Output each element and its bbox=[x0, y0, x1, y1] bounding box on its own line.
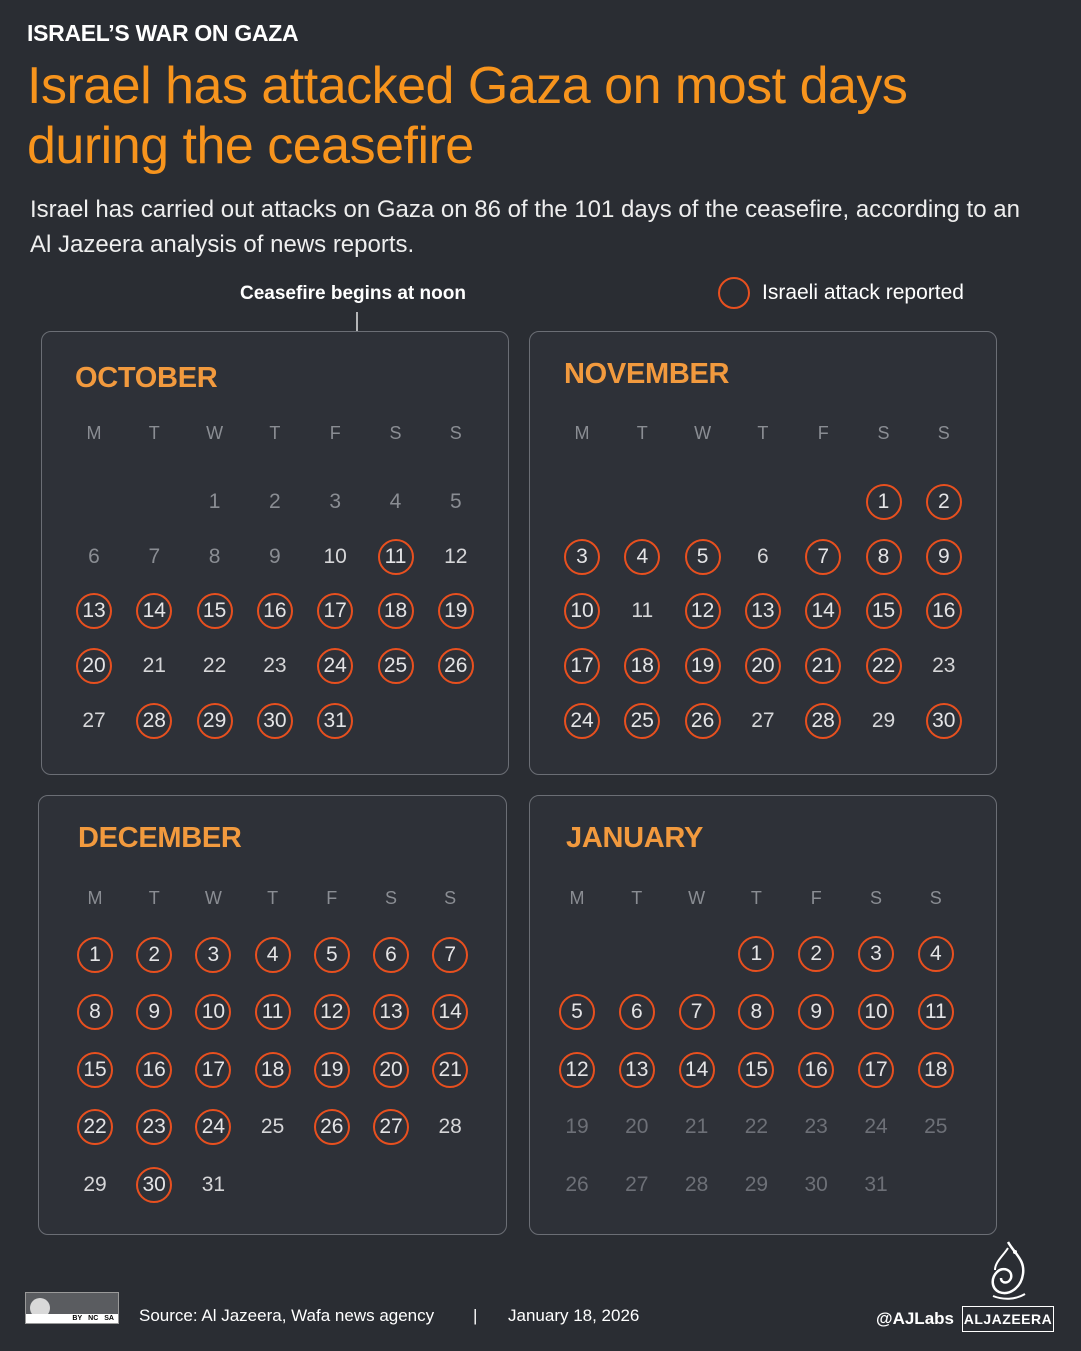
weekday-label: M bbox=[87, 887, 103, 908]
day-cell: 13 bbox=[745, 593, 781, 629]
day-cell: 14 bbox=[679, 1052, 715, 1088]
day-cell: 5 bbox=[449, 490, 462, 513]
day-cell: 9 bbox=[926, 539, 962, 575]
day-cell: 4 bbox=[255, 937, 291, 973]
aljazeera-logo-icon bbox=[985, 1240, 1031, 1302]
day-cell: 19 bbox=[438, 593, 474, 629]
day-cell: 21 bbox=[805, 648, 841, 684]
weekday-label: F bbox=[326, 887, 338, 908]
day-cell: 16 bbox=[798, 1052, 834, 1088]
day-cell: 7 bbox=[148, 544, 161, 568]
weekday-label: T bbox=[269, 422, 281, 443]
day-cell: 18 bbox=[624, 648, 660, 684]
aljazeera-wordmark: ALJAZEERA bbox=[962, 1306, 1054, 1332]
day-cell: 7 bbox=[679, 994, 715, 1030]
day-cell: 18 bbox=[255, 1052, 291, 1088]
weekday-label: W bbox=[688, 887, 706, 908]
footer-separator: | bbox=[473, 1306, 478, 1325]
day-cell: 30 bbox=[136, 1167, 172, 1203]
weekday-label: W bbox=[204, 887, 222, 908]
day-cell: 25 bbox=[378, 648, 414, 684]
day-cell: 8 bbox=[738, 994, 774, 1030]
day-cell: 31 bbox=[201, 1172, 226, 1196]
day-cell: 26 bbox=[438, 648, 474, 684]
day-cell: 4 bbox=[389, 490, 402, 513]
day-cell: 29 bbox=[83, 1172, 107, 1196]
subtitle: Israel has carried out attacks on Gaza on 86 of the 101 days of the ceasefire, according to an Al Jazeera analysis of news reports. bbox=[30, 196, 1020, 258]
day-cell: 19 bbox=[565, 1115, 589, 1139]
day-cell: 11 bbox=[631, 599, 654, 623]
day-cell: 23 bbox=[804, 1115, 828, 1139]
day-cell: 27 bbox=[373, 1109, 409, 1145]
day-cell: 18 bbox=[918, 1052, 954, 1088]
legend-ring-icon bbox=[718, 277, 750, 309]
day-cell: 28 bbox=[684, 1173, 709, 1197]
weekday-label: M bbox=[569, 887, 585, 908]
cc-nc: NC bbox=[88, 1315, 99, 1322]
day-cell: 3 bbox=[329, 490, 342, 513]
month-panel-january bbox=[529, 795, 997, 1235]
day-cell: 12 bbox=[314, 994, 350, 1030]
day-cell: 24 bbox=[564, 703, 600, 739]
day-cell: 28 bbox=[438, 1115, 462, 1139]
day-cell: 16 bbox=[136, 1052, 172, 1088]
day-cell: 4 bbox=[624, 539, 660, 575]
day-cell: 28 bbox=[136, 703, 172, 739]
day-cell: 12 bbox=[559, 1052, 595, 1088]
day-cell: 10 bbox=[858, 994, 894, 1030]
day-cell: 31 bbox=[864, 1173, 888, 1197]
day-cell: 14 bbox=[432, 994, 468, 1030]
day-cell: 22 bbox=[202, 654, 227, 678]
day-cell: 25 bbox=[260, 1115, 285, 1139]
weekday-label: T bbox=[148, 887, 160, 908]
day-cell: 26 bbox=[685, 703, 721, 739]
day-cell: 4 bbox=[918, 936, 954, 972]
day-cell: 14 bbox=[136, 593, 172, 629]
weekday-label: T bbox=[267, 887, 279, 908]
page-title: Israel has attacked Gaza on most days during the ceasefire bbox=[27, 57, 908, 175]
day-cell: 11 bbox=[378, 539, 414, 575]
day-cell: 10 bbox=[195, 994, 231, 1030]
day-cell: 13 bbox=[373, 994, 409, 1030]
cc-sa: SA bbox=[104, 1315, 114, 1322]
day-cell: 26 bbox=[314, 1109, 350, 1145]
day-cell: 7 bbox=[805, 539, 841, 575]
footer bbox=[0, 1292, 1081, 1342]
weekday-label: S bbox=[869, 887, 882, 908]
day-cell: 1 bbox=[866, 484, 902, 520]
day-cell: 18 bbox=[378, 593, 414, 629]
weekday-label: T bbox=[757, 422, 769, 443]
weekday-label: F bbox=[329, 422, 341, 443]
month-panel-october bbox=[41, 331, 509, 775]
day-cell: 24 bbox=[195, 1109, 231, 1145]
day-cell: 16 bbox=[257, 593, 293, 629]
day-cell: 2 bbox=[798, 936, 834, 972]
weekday-label: S bbox=[877, 422, 890, 443]
day-cell: 20 bbox=[625, 1115, 649, 1139]
ceasefire-annotation: Ceasefire begins at noon bbox=[240, 283, 466, 304]
legend bbox=[718, 275, 964, 311]
day-cell: 3 bbox=[564, 539, 600, 575]
day-cell: 12 bbox=[685, 593, 721, 629]
day-cell: 15 bbox=[197, 593, 233, 629]
day-cell: 21 bbox=[432, 1052, 468, 1088]
day-cell: 2 bbox=[926, 484, 962, 520]
day-cell: 23 bbox=[932, 654, 956, 678]
month-panel-december bbox=[38, 795, 507, 1235]
day-cell: 9 bbox=[136, 994, 172, 1030]
day-cell: 15 bbox=[77, 1052, 113, 1088]
day-cell: 1 bbox=[208, 490, 221, 513]
day-cell: 8 bbox=[77, 994, 113, 1030]
day-cell: 13 bbox=[619, 1052, 655, 1088]
day-cell: 3 bbox=[195, 937, 231, 973]
month-name: JANUARY bbox=[566, 822, 704, 854]
weekday-label: S bbox=[389, 422, 402, 443]
day-cell: 1 bbox=[77, 937, 113, 973]
weekday-label: S bbox=[449, 422, 462, 443]
day-cell: 23 bbox=[263, 654, 287, 678]
day-cell: 11 bbox=[918, 994, 954, 1030]
month-name: NOVEMBER bbox=[564, 358, 730, 390]
day-cell: 6 bbox=[619, 994, 655, 1030]
weekday-label: W bbox=[206, 422, 224, 443]
weekday-label: S bbox=[929, 887, 942, 908]
weekday-label: T bbox=[636, 422, 648, 443]
day-cell: 17 bbox=[564, 648, 600, 684]
day-cell: 30 bbox=[257, 703, 293, 739]
weekday-label: S bbox=[444, 887, 457, 908]
publish-date: January 18, 2026 bbox=[508, 1306, 640, 1325]
month-panel-november bbox=[529, 331, 997, 775]
month-name: OCTOBER bbox=[75, 362, 218, 394]
day-cell: 5 bbox=[314, 937, 350, 973]
weekday-label: F bbox=[810, 887, 822, 908]
day-cell: 29 bbox=[744, 1173, 769, 1197]
day-cell: 24 bbox=[317, 648, 353, 684]
day-cell: 31 bbox=[317, 703, 353, 739]
day-cell: 29 bbox=[871, 708, 896, 732]
day-cell: 5 bbox=[685, 539, 721, 575]
weekday-label: S bbox=[384, 887, 397, 908]
day-cell: 30 bbox=[804, 1173, 828, 1197]
day-cell: 17 bbox=[195, 1052, 231, 1088]
day-cell: 25 bbox=[624, 703, 660, 739]
day-cell: 6 bbox=[757, 544, 769, 568]
day-cell: 10 bbox=[564, 593, 600, 629]
aj-labs-handle: @AJLabs bbox=[876, 1309, 954, 1328]
month-name: DECEMBER bbox=[78, 822, 242, 854]
day-cell: 22 bbox=[744, 1115, 769, 1139]
cc-by: BY bbox=[72, 1315, 83, 1322]
day-cell: 6 bbox=[88, 544, 100, 568]
weekday-label: T bbox=[148, 422, 160, 443]
weekday-label: T bbox=[631, 887, 643, 908]
weekday-label: S bbox=[937, 422, 950, 443]
day-cell: 9 bbox=[269, 544, 281, 568]
day-cell: 21 bbox=[142, 654, 166, 678]
day-cell: 25 bbox=[924, 1115, 948, 1139]
day-cell: 22 bbox=[866, 648, 902, 684]
weekday-label: F bbox=[817, 422, 829, 443]
day-cell: 11 bbox=[255, 994, 291, 1030]
day-cell: 26 bbox=[565, 1173, 589, 1197]
day-cell: 29 bbox=[197, 703, 233, 739]
day-cell: 27 bbox=[625, 1173, 649, 1197]
cc-license-badge bbox=[25, 1292, 119, 1324]
day-cell: 8 bbox=[866, 539, 902, 575]
day-cell: 28 bbox=[805, 703, 841, 739]
day-cell: 17 bbox=[317, 593, 353, 629]
day-cell: 30 bbox=[926, 703, 962, 739]
day-cell: 10 bbox=[323, 544, 347, 568]
day-cell: 19 bbox=[685, 648, 721, 684]
day-cell: 5 bbox=[559, 994, 595, 1030]
day-cell: 15 bbox=[866, 593, 902, 629]
day-cell: 17 bbox=[858, 1052, 894, 1088]
day-cell: 1 bbox=[738, 936, 774, 972]
day-cell: 2 bbox=[136, 937, 172, 973]
source-note: Source: Al Jazeera, Wafa news agency bbox=[139, 1306, 435, 1325]
weekday-label: M bbox=[86, 422, 102, 443]
day-cell: 20 bbox=[373, 1052, 409, 1088]
day-cell: 12 bbox=[444, 544, 468, 568]
day-cell: 14 bbox=[805, 593, 841, 629]
day-cell: 21 bbox=[684, 1115, 709, 1139]
day-cell: 19 bbox=[314, 1052, 350, 1088]
day-cell: 23 bbox=[136, 1109, 172, 1145]
weekday-label: T bbox=[750, 887, 762, 908]
day-cell: 6 bbox=[373, 937, 409, 973]
legend-label: Israeli attack reported bbox=[762, 281, 964, 304]
day-cell: 7 bbox=[432, 937, 468, 973]
day-cell: 8 bbox=[208, 544, 221, 568]
day-cell: 3 bbox=[858, 936, 894, 972]
weekday-label: M bbox=[574, 422, 590, 443]
day-cell: 27 bbox=[82, 708, 106, 732]
day-cell: 16 bbox=[926, 593, 962, 629]
day-cell: 20 bbox=[745, 648, 781, 684]
kicker: ISRAEL’S WAR ON GAZA bbox=[27, 20, 299, 46]
day-cell: 27 bbox=[751, 708, 775, 732]
day-cell: 20 bbox=[76, 648, 112, 684]
day-cell: 24 bbox=[864, 1115, 888, 1139]
day-cell: 22 bbox=[77, 1109, 113, 1145]
day-cell: 2 bbox=[269, 490, 281, 513]
weekday-label: W bbox=[694, 422, 712, 443]
day-cell: 15 bbox=[738, 1052, 774, 1088]
day-cell: 9 bbox=[798, 994, 834, 1030]
day-cell: 13 bbox=[76, 593, 112, 629]
